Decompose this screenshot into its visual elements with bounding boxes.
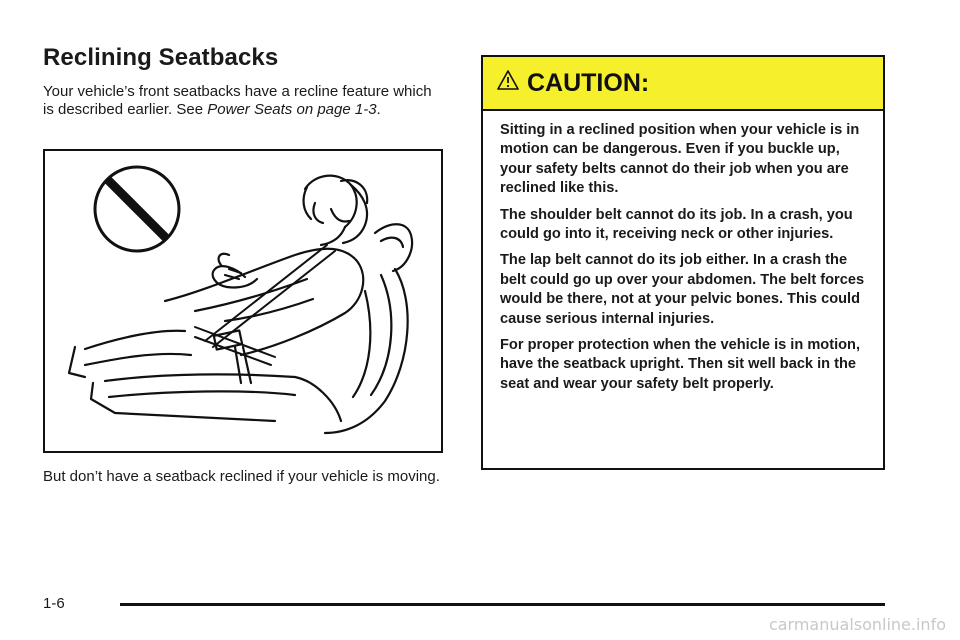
reclined-passenger-illustration [45,151,441,451]
after-figure-text: But don’t have a seatback reclined if your vehicle is moving. [43,468,440,485]
caution-box [481,55,885,470]
caution-paragraph: The lap belt cannot do its job either. In a crash the belt could go up over your abdomen. The belt forces would be there, not at your pelvic bones. This could cause serious internal injuries. [500,252,865,327]
caution-paragraph: The shoulder belt cannot do its job. In a crash, you could go into it, receiving neck or other injuries. [500,206,853,243]
section-title: Reclining Seatbacks [43,44,279,71]
intro-text: Your vehicle’s front seatbacks have a recline feature which is described earlier. See [43,83,432,118]
footer-divider [120,603,885,606]
watermark: carmanualsonline.info [768,615,946,634]
warning-triangle-icon [497,69,519,91]
reclined-seat-figure [43,149,443,453]
caution-label: CAUTION: [527,68,650,97]
caution-body [483,111,883,394]
intro-end: . [376,101,381,118]
page-number: 1-6 [43,595,65,612]
intro-paragraph [43,83,443,119]
page-reference-link[interactable]: Power Seats on page 1-3 [207,101,377,118]
caution-paragraph: Sitting in a reclined position when your vehicle is in motion can be dangerous. Even if you buckle up, your safety belts cannot do their job when you are reclined like this. [500,122,860,197]
prohibition-icon [95,167,179,251]
caution-paragraph: For proper protection when the vehicle is in motion, have the seatback upright. Then sit well back in the seat and wear your safety belt properly. [500,337,861,392]
caution-header [483,57,883,111]
